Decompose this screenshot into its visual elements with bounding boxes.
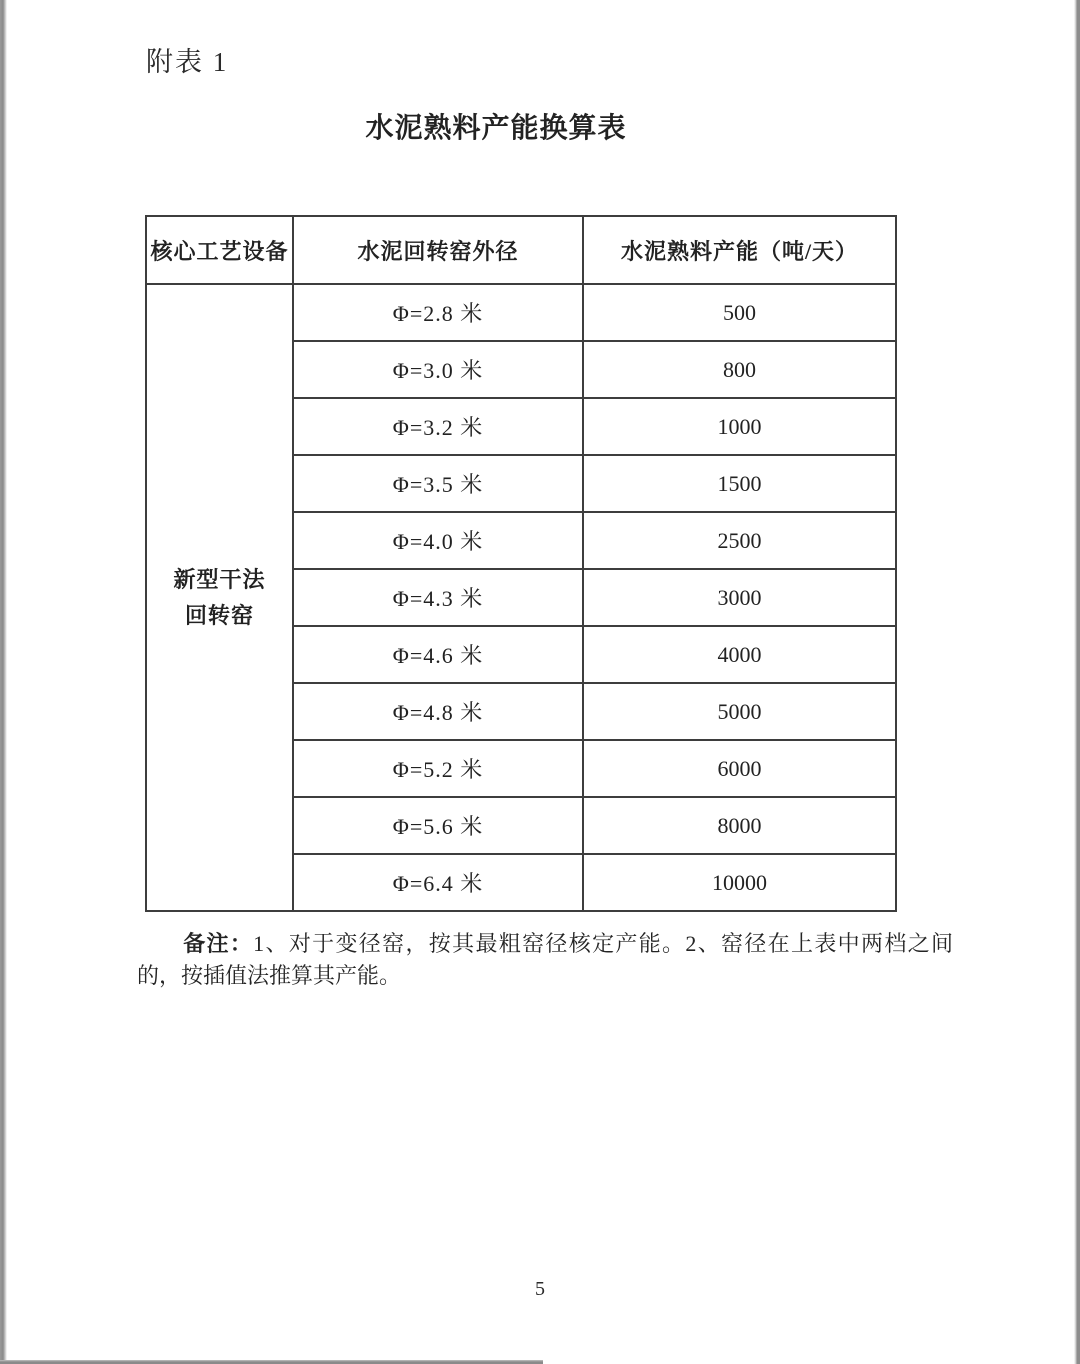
capacity-cell: 10000 <box>583 854 896 911</box>
page-number: 5 <box>535 1278 545 1300</box>
column-header-diameter: 水泥回转窑外径 <box>293 216 583 284</box>
capacity-cell: 1000 <box>583 398 896 455</box>
capacity-cell: 5000 <box>583 683 896 740</box>
diameter-cell: Φ=4.0 米 <box>293 512 583 569</box>
page-edge-left <box>0 0 7 1364</box>
note-label: 备注： <box>183 931 254 956</box>
page-edge-bottom <box>0 1360 543 1364</box>
diameter-cell: Φ=3.0 米 <box>293 341 583 398</box>
document-title: 水泥熟料产能换算表 <box>365 113 627 144</box>
diameter-cell: Φ=5.2 米 <box>293 740 583 797</box>
appendix-label: 附表 1 <box>146 47 229 77</box>
note-text: 1、对于变径窑，按其最粗窑径核定产能。2、窑径在上表中两档之间的，按插值法推算其产能。 <box>137 931 953 988</box>
equipment-line-2: 回转窑 <box>184 602 254 628</box>
capacity-cell: 500 <box>583 284 896 341</box>
equipment-line-1: 新型干法 <box>173 566 266 592</box>
capacity-cell: 2500 <box>583 512 896 569</box>
table-row <box>146 284 896 341</box>
diameter-cell: Φ=5.6 米 <box>293 797 583 854</box>
capacity-cell: 4000 <box>583 626 896 683</box>
diameter-cell: Φ=6.4 米 <box>293 854 583 911</box>
capacity-cell: 6000 <box>583 740 896 797</box>
diameter-cell: Φ=4.3 米 <box>293 569 583 626</box>
capacity-cell: 800 <box>583 341 896 398</box>
page-edge-right <box>1074 0 1080 1364</box>
equipment-cell <box>146 284 293 911</box>
capacity-cell: 1500 <box>583 455 896 512</box>
header-row <box>146 216 896 284</box>
diameter-cell: Φ=2.8 米 <box>293 284 583 341</box>
capacity-cell: 8000 <box>583 797 896 854</box>
diameter-cell: Φ=4.6 米 <box>293 626 583 683</box>
diameter-cell: Φ=3.2 米 <box>293 398 583 455</box>
note-paragraph <box>137 928 953 992</box>
capacity-table <box>145 215 897 912</box>
diameter-cell: Φ=4.8 米 <box>293 683 583 740</box>
capacity-cell: 3000 <box>583 569 896 626</box>
diameter-cell: Φ=3.5 米 <box>293 455 583 512</box>
column-header-capacity: 水泥熟料产能（吨/天） <box>583 216 896 284</box>
column-header-equipment: 核心工艺设备 <box>146 216 293 284</box>
